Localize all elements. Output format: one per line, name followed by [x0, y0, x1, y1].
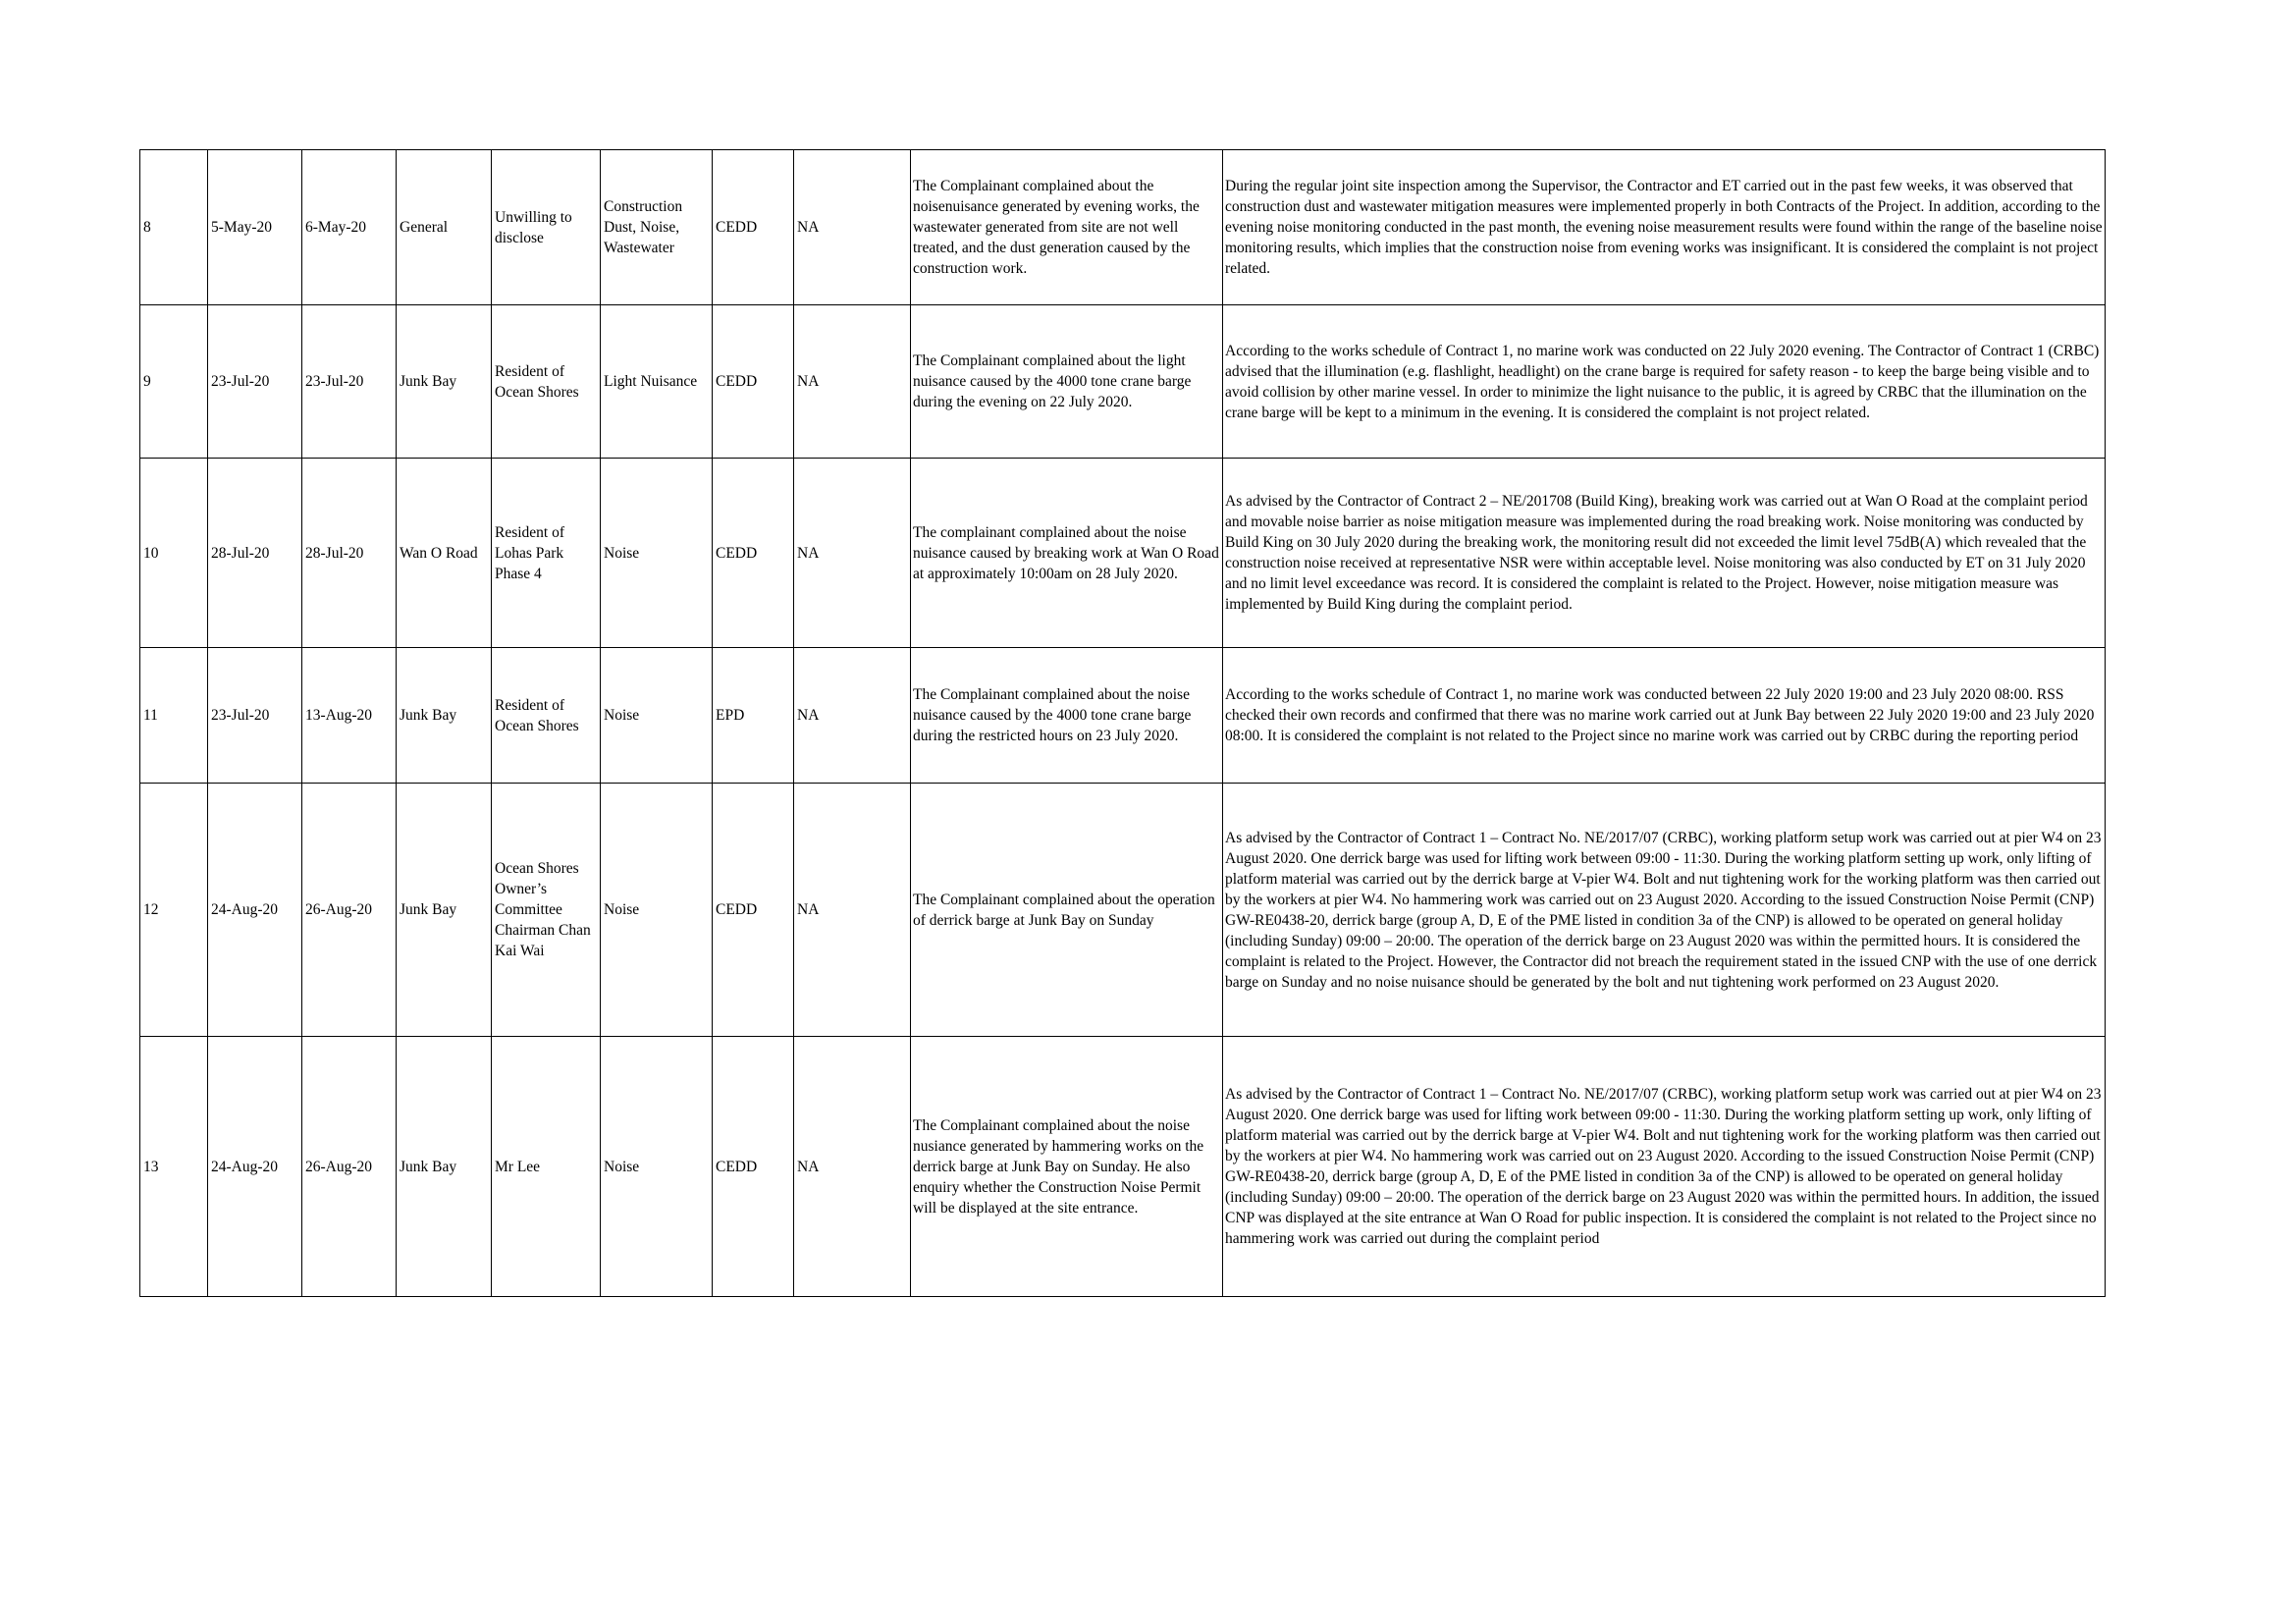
table-row: [140, 305, 2106, 459]
table-row: [140, 1037, 2106, 1297]
location: Junk Bay: [397, 648, 492, 784]
location: Junk Bay: [397, 305, 492, 459]
location: General: [397, 150, 492, 305]
received-via: CEDD: [713, 459, 794, 648]
complainant: Resident of Lohas Park Phase 4: [492, 459, 601, 648]
investigation-result: As advised by the Contractor of Contract 2 – NE/201708 (Build King), breaking work was carried out at Wan O Road at the complaint period and movable noise barrier as noise mitigation measure was implemented during the road breaking work. Noise monitoring was conducted by Build King on 30 July 2020 during the breaking work, the monitoring result did not exceeded the limit level 75dB(A) which revealed that the construction noise received at representative NSR were within acceptable level. Noise monitoring was also conducted by ET on 31 July 2020 and no limit level exceedance was record. It is considered the complaint is related to the Project. However, noise mitigation measure was implemented by Build King during the complaint period.: [1223, 459, 2106, 648]
reference: NA: [794, 648, 911, 784]
complaint-description: The complainant complained about the noise nuisance caused by breaking work at Wan O Road at approximately 10:00am on 28 July 2020.: [911, 459, 1223, 648]
date-received: 23-Jul-20: [208, 648, 302, 784]
nature-of-complaint: Noise: [601, 1037, 713, 1297]
location: Junk Bay: [397, 1037, 492, 1297]
date-received: 24-Aug-20: [208, 1037, 302, 1297]
investigation-result: During the regular joint site inspection among the Supervisor, the Contractor and ET carried out in the past few weeks, it was observed that construction dust and wastewater mitigation measures were implemented properly in both Contracts of the Project. In addition, according to the evening noise monitoring conducted in the past month, the evening noise measurement results were found within the range of the baseline noise monitoring results, which implies that the construction noise from evening works was insignificant. It is considered the complaint is not project related.: [1223, 150, 2106, 305]
investigation-result: According to the works schedule of Contract 1, no marine work was conducted between 22 July 2020 19:00 and 23 July 2020 08:00. RSS checked their own records and confirmed that there was no marine work carried out at Junk Bay between 22 July 2020 19:00 and 23 July 2020 08:00. It is considered the complaint is not related to the Project since no marine work was carried out by CRBC during the reporting period: [1223, 648, 2106, 784]
table-row: [140, 648, 2106, 784]
complaint-description: The Complainant complained about the noisenuisance generated by evening works, the wastewater generated from site are not well treated, and the dust generation caused by the construction work.: [911, 150, 1223, 305]
reference: NA: [794, 305, 911, 459]
received-via: CEDD: [713, 784, 794, 1037]
table-row: [140, 150, 2106, 305]
date-reported: 28-Jul-20: [302, 459, 397, 648]
date-reported: 26-Aug-20: [302, 784, 397, 1037]
table-row: [140, 459, 2106, 648]
date-received: 23-Jul-20: [208, 305, 302, 459]
nature-of-complaint: Noise: [601, 459, 713, 648]
complainant: Ocean Shores Owner’s Committee Chairman Chan Kai Wai: [492, 784, 601, 1037]
received-via: CEDD: [713, 1037, 794, 1297]
reference: NA: [794, 459, 911, 648]
received-via: CEDD: [713, 305, 794, 459]
complaint-log-table: [139, 149, 2106, 1297]
complainant: Mr Lee: [492, 1037, 601, 1297]
reference: NA: [794, 150, 911, 305]
complaint-number: 13: [140, 1037, 208, 1297]
date-reported: 23-Jul-20: [302, 305, 397, 459]
complaint-description: The Complainant complained about the light nuisance caused by the 4000 tone crane barge during the evening on 22 July 2020.: [911, 305, 1223, 459]
complaint-description: The Complainant complained about the operation of derrick barge at Junk Bay on Sunday: [911, 784, 1223, 1037]
complaint-description: The Complainant complained about the noise nuisance caused by the 4000 tone crane barge during the restricted hours on 23 July 2020.: [911, 648, 1223, 784]
investigation-result: According to the works schedule of Contract 1, no marine work was conducted on 22 July 2020 evening. The Contractor of Contract 1 (CRBC) advised that the illumination (e.g. flashlight, headlight) on the crane barge is required for safety reason - to keep the barge being visible and to avoid collision by other marine vessel. In order to minimize the light nuisance to the public, it is agreed by CRBC that the illumination on the crane barge will be kept to a minimum in the evening. It is considered the complaint is not project related.: [1223, 305, 2106, 459]
nature-of-complaint: Noise: [601, 784, 713, 1037]
complaint-number: 11: [140, 648, 208, 784]
complaint-description: The Complainant complained about the noise nusiance generated by hammering works on the derrick barge at Junk Bay on Sunday. He also enquiry whether the Construction Noise Permit will be displayed at the site entrance.: [911, 1037, 1223, 1297]
nature-of-complaint: Noise: [601, 648, 713, 784]
received-via: EPD: [713, 648, 794, 784]
complainant: Unwilling to disclose: [492, 150, 601, 305]
nature-of-complaint: Construction Dust, Noise, Wastewater: [601, 150, 713, 305]
complaint-number: 12: [140, 784, 208, 1037]
complaint-number: 9: [140, 305, 208, 459]
complainant: Resident of Ocean Shores: [492, 648, 601, 784]
reference: NA: [794, 784, 911, 1037]
date-received: 24-Aug-20: [208, 784, 302, 1037]
complaint-number: 10: [140, 459, 208, 648]
table-row: [140, 784, 2106, 1037]
complaint-number: 8: [140, 150, 208, 305]
date-reported: 6-May-20: [302, 150, 397, 305]
investigation-result: As advised by the Contractor of Contract 1 – Contract No. NE/2017/07 (CRBC), working platform setup work was carried out at pier W4 on 23 August 2020. One derrick barge was used for lifting work between 09:00 - 11:30. During the working platform setting up work, only lifting of platform material was carried out by the derrick barge at V-pier W4. Bolt and nut tightening work for the working platform was then carried out by the workers at pier W4. No hammering work was carried out on 23 August 2020. According to the issued Construction Noise Permit (CNP) GW-RE0438-20, derrick barge (group A, D, E of the PME listed in condition 3a of the CNP) is allowed to be operated on general holiday (including Sunday) 09:00 – 20:00. The operation of the derrick barge on 23 August 2020 was within the permitted hours. In addition, the issued CNP was displayed at the site entrance at Wan O Road for public inspection. It is considered the complaint is not related to the Project since no hammering work was carried out during the complaint period: [1223, 1037, 2106, 1297]
date-received: 5-May-20: [208, 150, 302, 305]
investigation-result: As advised by the Contractor of Contract 1 – Contract No. NE/2017/07 (CRBC), working platform setup work was carried out at pier W4 on 23 August 2020. One derrick barge was used for lifting work between 09:00 - 11:30. During the working platform setting up work, only lifting of platform material was carried out by the derrick barge at V-pier W4. Bolt and nut tightening work for the working platform was then carried out by the workers at pier W4. No hammering work was carried out on 23 August 2020. According to the issued Construction Noise Permit (CNP) GW-RE0438-20, derrick barge (group A, D, E of the PME listed in condition 3a of the CNP) is allowed to be operated on general holiday (including Sunday) 09:00 – 20:00. The operation of the derrick barge on 23 August 2020 was within the permitted hours. It is considered the complaint is related to the Project. However, the Contractor did not breach the requirement stated in the issued CNP with the use of one derrick barge on Sunday and no noise nuisance should be generated by the bolt and nut tightening work performed on 23 August 2020.: [1223, 784, 2106, 1037]
date-received: 28-Jul-20: [208, 459, 302, 648]
location: Junk Bay: [397, 784, 492, 1037]
location: Wan O Road: [397, 459, 492, 648]
nature-of-complaint: Light Nuisance: [601, 305, 713, 459]
date-reported: 26-Aug-20: [302, 1037, 397, 1297]
received-via: CEDD: [713, 150, 794, 305]
reference: NA: [794, 1037, 911, 1297]
complainant: Resident of Ocean Shores: [492, 305, 601, 459]
date-reported: 13-Aug-20: [302, 648, 397, 784]
